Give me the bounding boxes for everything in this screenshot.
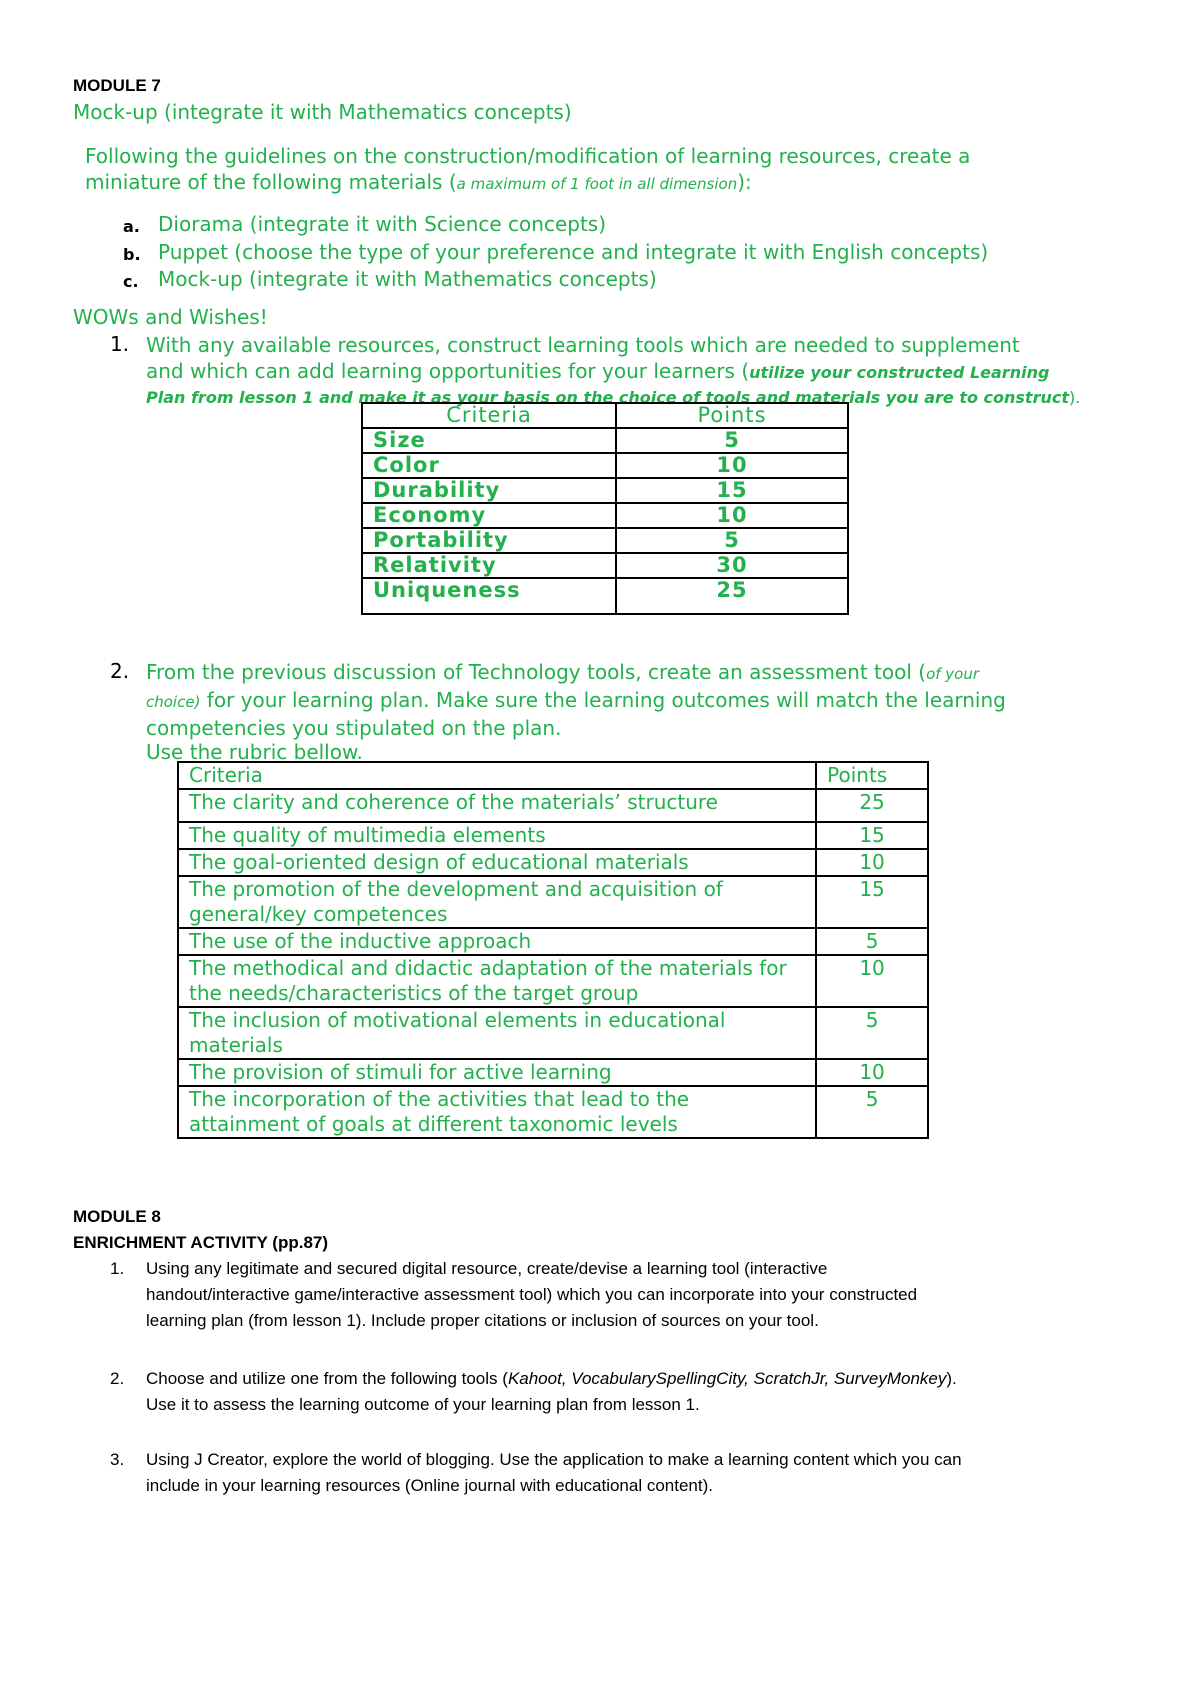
m8-item1-line1: Using any legitimate and secured digital resource, create/devise a learning tool (interactive	[146, 1259, 828, 1278]
table1-row	[362, 503, 848, 528]
table1-criteria-cell: Relativity	[362, 553, 616, 578]
intro-note: a maximum of 1 foot in all dimension	[456, 175, 738, 193]
table1-row	[362, 478, 848, 503]
table1-criteria-cell: Portability	[362, 528, 616, 553]
material-letter-c: c.	[123, 272, 139, 291]
table2-criteria-cell: The goal-oriented design of educational materials	[178, 849, 816, 876]
table2-row	[178, 1007, 928, 1059]
table2-points-cell: 10	[816, 849, 928, 876]
m8-item3-number: 3.	[110, 1450, 125, 1469]
criteria-table-1	[361, 402, 849, 615]
item2-line2: choice) for your learning plan. Make sure the learning outcomes will match the learning	[146, 688, 1006, 712]
item2-line1: From the previous discussion of Technology tools, create an assessment tool (of your	[146, 660, 980, 684]
rubric-table-2	[177, 761, 929, 1139]
table2-criteria-cell: The quality of multimedia elements	[178, 822, 816, 849]
material-item-b: Puppet (choose the type of your preference and integrate it with English concepts)	[158, 240, 989, 264]
module8-subtitle: ENRICHMENT ACTIVITY (pp.87)	[73, 1233, 329, 1252]
m8-item1-line3: learning plan (from lesson 1). Include proper citations or inclusion of sources on your tool.	[146, 1311, 819, 1330]
module7-title: MODULE 7	[73, 76, 161, 95]
table1-row	[362, 428, 848, 453]
intro-line1: Following the guidelines on the construction/modification of learning resources, create a	[85, 144, 971, 168]
m8-item1-line2: handout/interactive game/interactive assessment tool) which you can incorporate into your constructed	[146, 1285, 918, 1304]
table2-points-cell: 15	[816, 822, 928, 849]
table2-points-cell: 5	[816, 1007, 928, 1059]
table2-points-cell: 10	[816, 1059, 928, 1086]
module7-subtitle: Mock-up (integrate it with Mathematics concepts)	[73, 100, 572, 124]
table1-header-criteria: Criteria	[362, 403, 616, 428]
item1-line2: and which can add learning opportunities for your learners (utilize your constructed Learning	[146, 359, 1050, 383]
table1-criteria-cell: Size	[362, 428, 616, 453]
table2-criteria-cell: The incorporation of the activities that lead to the attainment of goals at different taxonomic levels	[178, 1086, 816, 1138]
item2-line3: competencies you stipulated on the plan.	[146, 716, 562, 740]
table1-points-cell: 15	[616, 478, 848, 503]
wows-heading: WOWs and Wishes!	[73, 305, 268, 329]
item1-note-b: Plan from lesson 1 and make it as your basis on the choice of tools and materials you are to construct	[146, 388, 1069, 407]
table2-criteria-cell: The clarity and coherence of the materials’ structure	[178, 789, 816, 822]
table1-criteria-cell: Color	[362, 453, 616, 478]
m8-tools-list: Kahoot, VocabularySpellingCity, ScratchJr, SurveyMonkey	[507, 1369, 947, 1388]
table2-criteria-cell: The provision of stimuli for active learning	[178, 1059, 816, 1086]
table2-row	[178, 849, 928, 876]
material-letter-b: b.	[123, 245, 141, 264]
table1-criteria-cell: Economy	[362, 503, 616, 528]
m8-item3	[146, 1447, 1156, 1499]
table1-row	[362, 553, 848, 578]
table2-row	[178, 822, 928, 849]
table2-row	[178, 789, 928, 822]
table2-points-cell: 25	[816, 789, 928, 822]
m8-item3-line2: include in your learning resources (Online journal with educational content).	[146, 1476, 713, 1495]
table1-points-cell: 10	[616, 453, 848, 478]
table2-criteria-cell: The methodical and didactic adaptation of the materials for the needs/characteristics of the target group	[178, 955, 816, 1007]
m8-item2	[146, 1366, 1156, 1418]
item1-number: 1.	[110, 332, 130, 356]
m8-item1-number: 1.	[110, 1259, 125, 1278]
material-item-c: Mock-up (integrate it with Mathematics concepts)	[158, 267, 657, 291]
table1-criteria-cell: Uniqueness	[362, 578, 616, 614]
m8-item1	[146, 1256, 1156, 1334]
table1-row	[362, 453, 848, 478]
table2-points-cell: 5	[816, 928, 928, 955]
item2-note-b: choice)	[146, 693, 201, 711]
module8-title: MODULE 8	[73, 1207, 161, 1226]
table2-row	[178, 1059, 928, 1086]
table1-points-cell: 10	[616, 503, 848, 528]
table1-row	[362, 578, 848, 614]
table2-points-cell: 5	[816, 1086, 928, 1138]
table2-row	[178, 928, 928, 955]
table2-criteria-cell: The inclusion of motivational elements in educational materials	[178, 1007, 816, 1059]
table1-points-cell: 25	[616, 578, 848, 614]
item2-line4: Use the rubric bellow.	[146, 740, 363, 764]
table2-row	[178, 955, 928, 1007]
table2-header-row	[178, 762, 928, 789]
table2-points-cell: 10	[816, 955, 928, 1007]
table1-header-points: Points	[616, 403, 848, 428]
m8-item3-line1: Using J Creator, explore the world of blogging. Use the application to make a learning content which you can	[146, 1450, 962, 1469]
table2-criteria-cell: The promotion of the development and acquisition of general/key competences	[178, 876, 816, 928]
table1-row	[362, 528, 848, 553]
item2-note-a: of your	[926, 665, 980, 683]
item2-number: 2.	[110, 659, 130, 683]
table2-row	[178, 1086, 928, 1138]
table1-points-cell: 5	[616, 428, 848, 453]
item1-paragraph	[146, 332, 1146, 408]
material-letter-a: a.	[123, 217, 140, 236]
table1-header-row	[362, 403, 848, 428]
table2-header-criteria: Criteria	[178, 762, 816, 789]
material-item-a: Diorama (integrate it with Science concepts)	[158, 212, 607, 236]
m8-item2-line2: Use it to assess the learning outcome of your learning plan from lesson 1.	[146, 1395, 700, 1414]
table1-criteria-cell: Durability	[362, 478, 616, 503]
m8-item2-number: 2.	[110, 1369, 125, 1388]
table2-criteria-cell: The use of the inductive approach	[178, 928, 816, 955]
table1-points-cell: 5	[616, 528, 848, 553]
item1-line3: Plan from lesson 1 and make it as your basis on the choice of tools and materials you are to construct).	[146, 388, 1081, 407]
m8-item2-line1: Choose and utilize one from the following tools (Kahoot, VocabularySpellingCity, ScratchJr, SurveyMonkey).	[146, 1369, 957, 1388]
table2-points-cell: 15	[816, 876, 928, 928]
item1-line1: With any available resources, construct learning tools which are needed to supplement	[146, 333, 1020, 357]
intro-line2: miniature of the following materials (a maximum of 1 foot in all dimension):	[85, 170, 752, 194]
table2-header-points: Points	[816, 762, 928, 789]
table2-row	[178, 876, 928, 928]
intro-paragraph	[85, 143, 1145, 197]
item1-note-a: utilize your constructed Learning	[749, 363, 1050, 382]
table1-points-cell: 30	[616, 553, 848, 578]
item2-paragraph	[146, 659, 1146, 763]
